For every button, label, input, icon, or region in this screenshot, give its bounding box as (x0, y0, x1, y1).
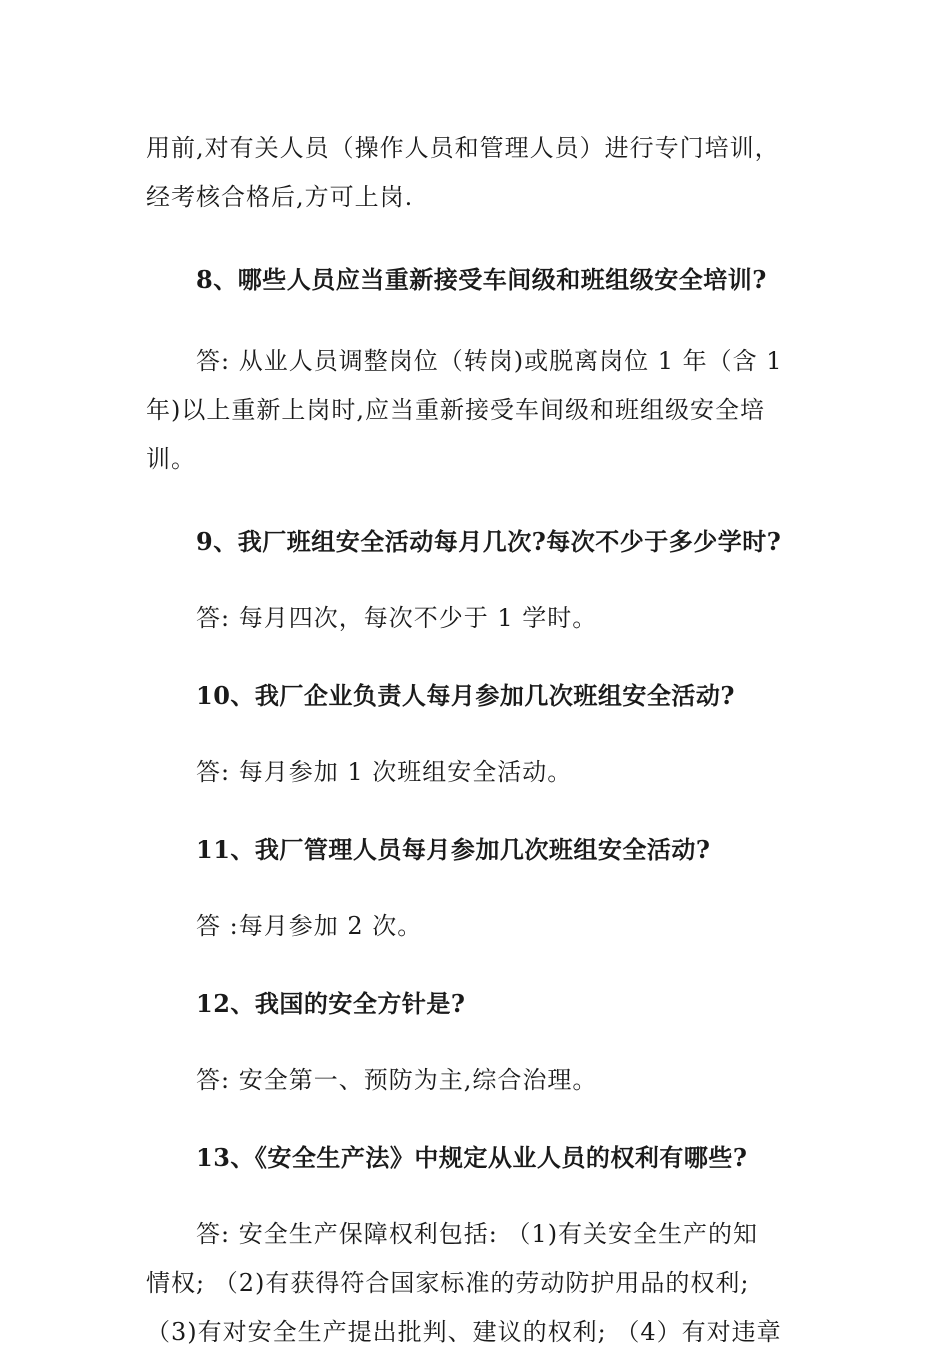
answer-13-line-1: 答: 安全生产保障权利包括: （1)有关安全生产的知 (196, 1220, 759, 1248)
question-12: 12、我国的安全方针是? (196, 989, 466, 1018)
document-page (146, 124, 806, 1357)
answer-13-line-3: （3)有对安全生产提出批判、建议的权利; （4）有对违章 (146, 1318, 782, 1346)
answer-9: 答: 每月四次，每次不少于 1 学时。 (196, 604, 598, 632)
paragraph-line: 经考核合格后,方可上岗. (146, 183, 414, 211)
question-10: 10、我厂企业负责人每月参加几次班组安全活动? (196, 681, 735, 710)
answer-10: 答: 每月参加 1 次班组安全活动。 (196, 758, 573, 786)
answer-8-line-1: 答: 从业人员调整岗位（转岗)或脱离岗位 1 年（含 1 (196, 347, 783, 375)
answer-12: 答: 安全第一、预防为主,综合治理。 (196, 1066, 598, 1094)
paragraph-line: 用前,对有关人员（操作人员和管理人员）进行专门培训， (146, 134, 780, 162)
question-9: 9、我厂班组安全活动每月几次?每次不少于多少学时? (196, 527, 782, 556)
answer-8-line-3: 训。 (146, 445, 196, 473)
question-8: 8、哪些人员应当重新接受车间级和班组级安全培训? (196, 265, 767, 294)
answer-13-line-2: 情权; （2)有获得符合国家标准的劳动防护用品的权利; (146, 1269, 750, 1297)
question-13: 13、《安全生产法》中规定从业人员的权利有哪些? (196, 1143, 748, 1172)
answer-8-line-2: 年)以上重新上岗时,应当重新接受车间级和班组级安全培 (146, 396, 765, 424)
question-11: 11、我厂管理人员每月参加几次班组安全活动? (196, 835, 711, 864)
answer-11: 答 :每月参加 2 次。 (196, 912, 423, 940)
